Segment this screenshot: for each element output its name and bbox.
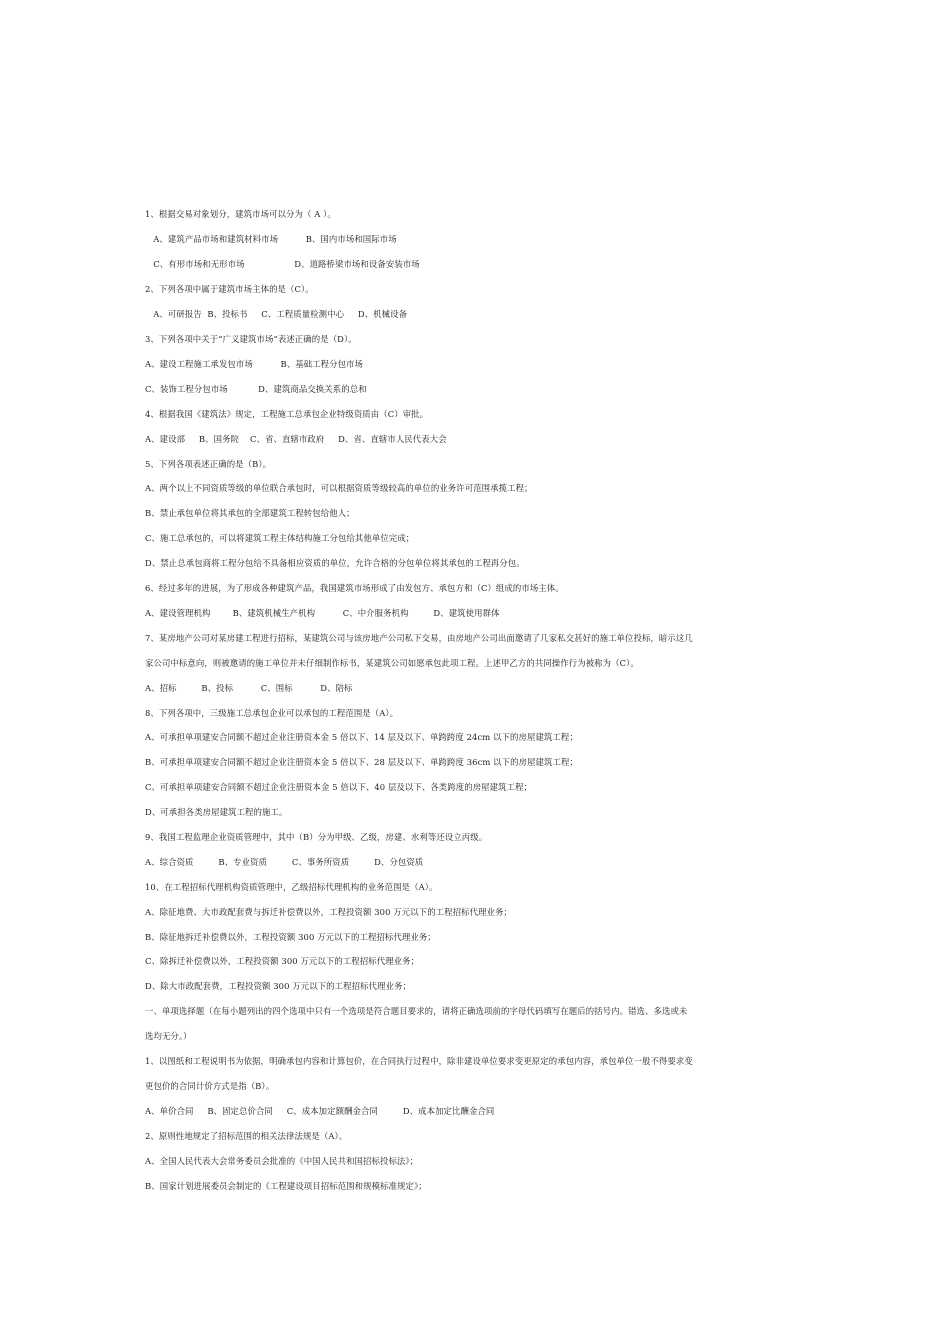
text-line: A、建筑产品市场和建筑材料市场 B、国内市场和国际市场 xyxy=(145,234,397,244)
text-line: A、建设工程施工承发包市场 B、基础工程分包市场 xyxy=(145,359,363,369)
text-line: 8、下列各项中，三级施工总承包企业可以承包的工程范围是（A）。 xyxy=(145,708,399,718)
text-line: A、单价合同 B、固定总价合同 C、成本加定额酬金合同 D、成本加定比酬金合同 xyxy=(145,1106,495,1116)
text-line: A、两个以上不同资质等级的单位联合承包时，可以根据资质等级较高的单位的业务许可范围承揽工程； xyxy=(145,483,533,493)
text-line: B、除征地拆迁补偿费以外，工程投资额 300 万元以下的工程招标代理业务； xyxy=(145,932,436,942)
text-line: 10、在工程招标代理机构资质管理中，乙级招标代理机构的业务范围是（A）。 xyxy=(145,882,438,892)
text-line: C、装饰工程分包市场 D、建筑商品交换关系的总和 xyxy=(145,384,367,394)
text-line: A、招标 B、投标 C、围标 D、陪标 xyxy=(145,683,353,693)
text-line: 6、经过多年的进展，为了形成各种建筑产品，我国建筑市场形成了由发包方、承包方和（C）组成的市场主体。 xyxy=(145,583,564,593)
text-line: 7、某房地产公司对某房建工程进行招标，某建筑公司与该房地产公司私下交易，由房地产公司出面邀请了几家私交甚好的施工单位投标，暗示这几 xyxy=(145,633,693,643)
text-line: 2、原则性地规定了招标范围的相关法律法规是（A）。 xyxy=(145,1131,348,1141)
text-line: 1、根据交易对象划分，建筑市场可以分为（ A ）。 xyxy=(145,209,336,219)
text-line: 5、下列各项表述正确的是（B）。 xyxy=(145,459,272,469)
text-line: A、建设管理机构 B、建筑机械生产机构 C、中介服务机构 D、建筑使用群体 xyxy=(145,608,500,618)
text-line: B、禁止承包单位将其承包的全部建筑工程转包给他人； xyxy=(145,508,355,518)
text-line: C、有形市场和无形市场 D、道路桥梁市场和设备安装市场 xyxy=(145,259,420,269)
text-line: 一、单项选择题（在每小题列出的四个选项中只有一个选项是符合题目要求的，请将正确选项前的字母代码填写在题后的括号内。错选、多选或未 xyxy=(145,1006,688,1016)
text-line: 3、下列各项中关于“广义建筑市场”表述正确的是（D）。 xyxy=(145,334,357,344)
text-line: B、国家计划进展委员会制定的《工程建设项目招标范围和规模标准规定》； xyxy=(145,1181,427,1191)
text-line: 1、以图纸和工程说明书为依据，明确承包内容和计算包价，在合同执行过程中，除非建设单位要求变更原定的承包内容，承包单位一般不得要求变 xyxy=(145,1056,693,1066)
text-line: A、可研报告 B、投标书 C、工程质量检测中心 D、机械设备 xyxy=(145,309,408,319)
text-line: B、可承担单项建安合同额不超过企业注册资本金 5 倍以下、28 层及以下、单跨跨度 36cm 以下的房屋建筑工程； xyxy=(145,757,578,767)
text-line: 选均无分。） xyxy=(145,1031,192,1041)
text-line: D、禁止总承包商将工程分包给不具备相应资质的单位，允许合格的分包单位将其承包的工程再分包。 xyxy=(145,558,525,568)
text-line: A、可承担单项建安合同额不超过企业注册资本金 5 倍以下、14 层及以下、单跨跨度 24cm 以下的房屋建筑工程； xyxy=(145,732,578,742)
text-line: A、全国人民代表大会常务委员会批准的《中国人民共和国招标投标法》； xyxy=(145,1156,419,1166)
text-line: 更包价的合同计价方式是指（B）。 xyxy=(145,1081,275,1091)
text-line: 2、下列各项中属于建筑市场主体的是（C）。 xyxy=(145,284,314,294)
text-line: 家公司中标意向，则被邀请的施工单位并未仔细制作标书，某建筑公司如愿承包此项工程。上述甲乙方的共同操作行为被称为（C）。 xyxy=(145,658,639,668)
text-line: C、除拆迁补偿费以外，工程投资额 300 万元以下的工程招标代理业务； xyxy=(145,956,420,966)
text-line: 4、根据我国《建筑法》规定，工程施工总承包企业特级资质由（C）审批。 xyxy=(145,409,429,419)
text-line: C、施工总承包的，可以将建筑工程主体结构施工分包给其他单位完成； xyxy=(145,533,415,543)
text-line: D、可承担各类房屋建筑工程的施工。 xyxy=(145,807,288,817)
text-line: A、建设部 B、国务院 C、省、直辖市政府 D、省、直辖市人民代表大会 xyxy=(145,434,447,444)
text-line: D、除大市政配套费，工程投资额 300 万元以下的工程招标代理业务； xyxy=(145,981,411,991)
text-line: 9、我国工程监理企业资质管理中，其中（B）分为甲级、乙级，房建、水利等还设立丙级。 xyxy=(145,832,488,842)
text-line: A、综合资质 B、专业资质 C、事务所资质 D、分包资质 xyxy=(145,857,424,867)
text-line: A、除征地费、大市政配套费与拆迁补偿费以外，工程投资额 300 万元以下的工程招标代理业务； xyxy=(145,907,512,917)
text-line: C、可承担单项建安合同额不超过企业注册资本金 5 倍以下、40 层及以下、各类跨度的房屋建筑工程； xyxy=(145,782,533,792)
